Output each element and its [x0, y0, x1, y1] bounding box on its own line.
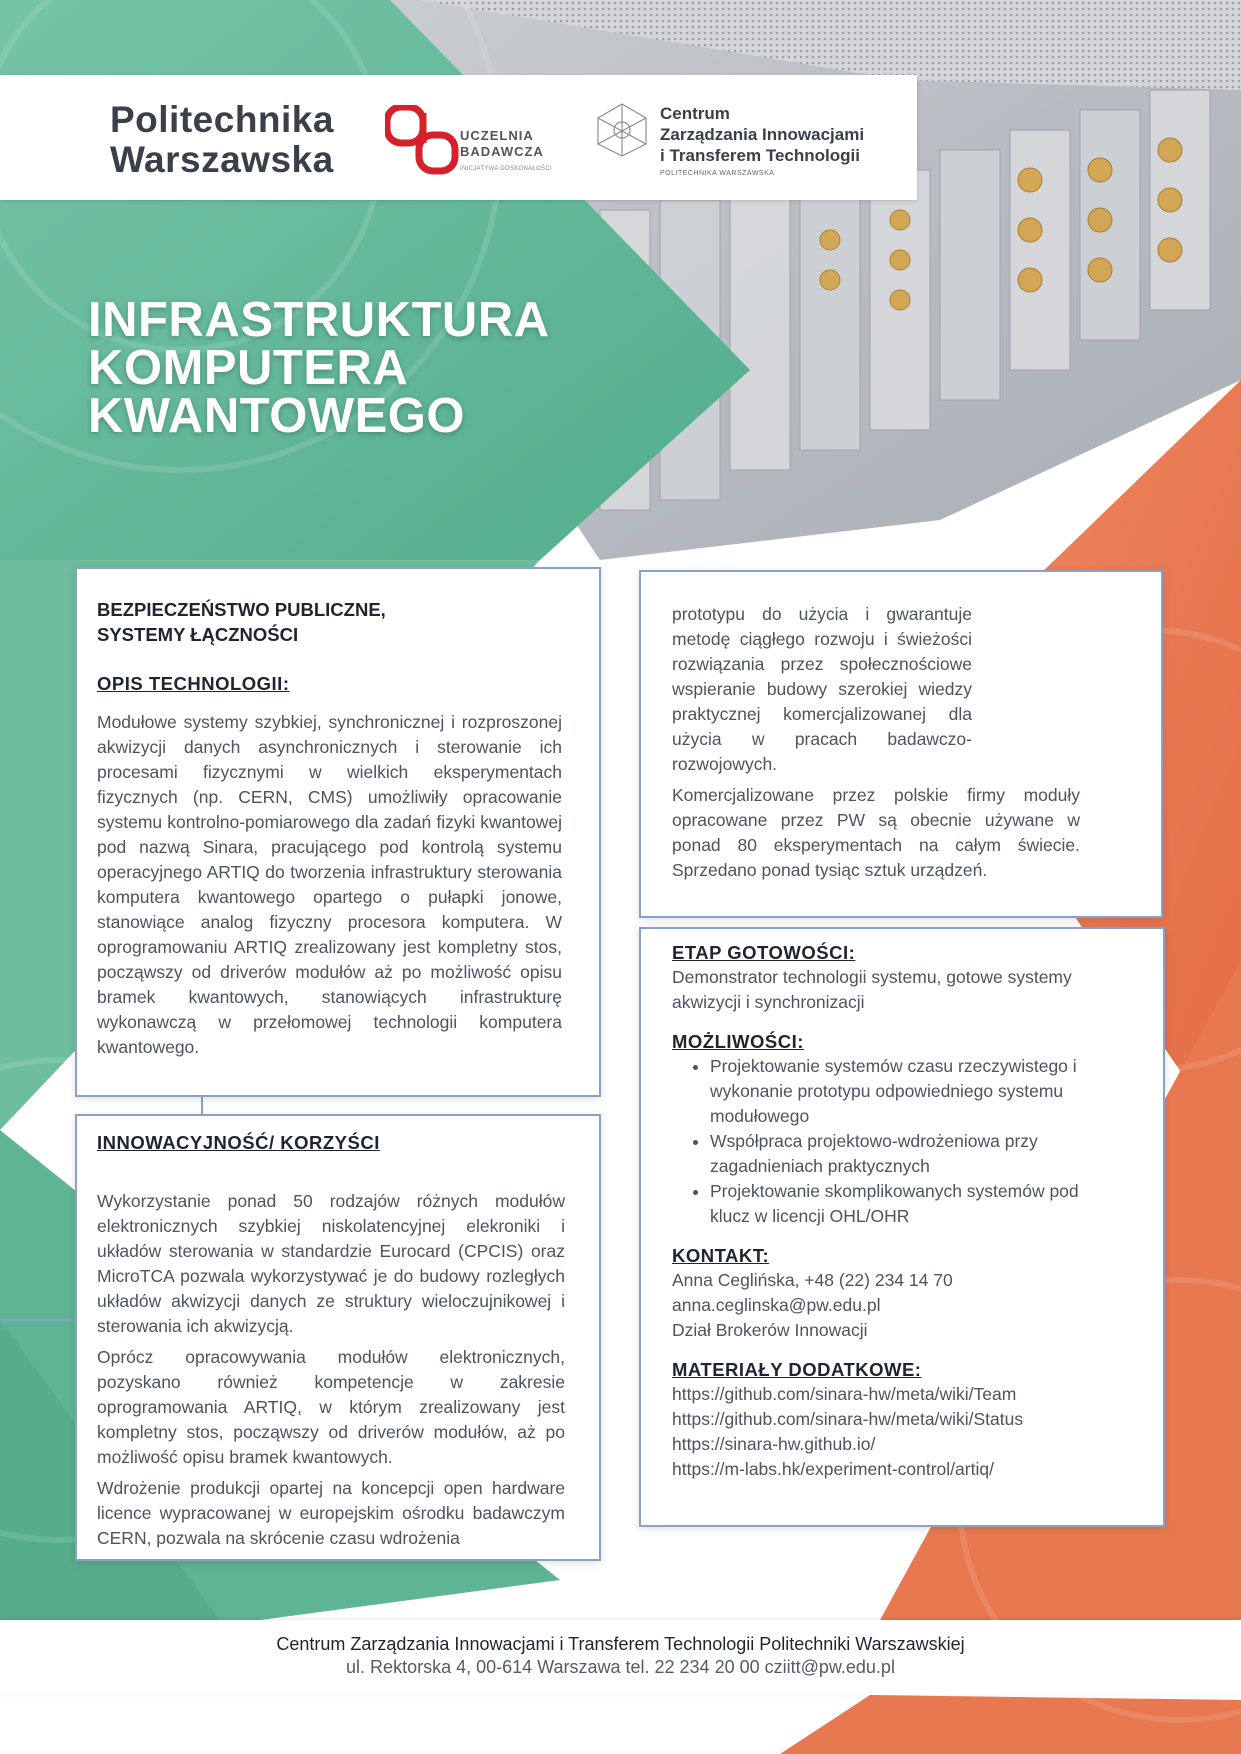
description-text: Modułowe systemy szybkiej, synchronicznej i rozproszonej akwizycji danych asynchronicznych i sterowanie ich procesami fizycznymi w wielkich eksperymentach fizycznych (np. CERN, CMS) umożliwiły opracowanie systemu kontrolno-pomiarowego dla zadań fizyki kwantowej pod nazwą Sinara, pracującego pod kontrolą systemu operacyjnego ARTIQ do tworzenia infrastruktury sterowania komputera kwantowego opartego o pułapki jonowe, stanowiące analog fizyczny procesora komputera. W oprogramowaniu ARTIQ zrealizowany jest kompletny stos, począwszy od driverów modułów aż po możliwość opisu bramek kwantowych, stanowiących infrastrukturę wykonawczą w przełomowej technologii komputera kwantowego.: [97, 712, 562, 1057]
footer-organization: Centrum Zarządzania Innowacjami i Transferem Technologii Politechniki Warszawskiej: [276, 1634, 965, 1654]
centrum-logo-text: [660, 103, 864, 166]
innovation-continued-content: [672, 602, 1082, 883]
logo-ub-subtitle: INICJATYWA DOSKONAŁOŚCI: [460, 166, 552, 172]
logo-cz-line: Centrum: [660, 104, 730, 123]
stage-text: Demonstrator technologii systemu, gotowe systemy akwizycji i synchronizacji: [672, 967, 1072, 1012]
category-line: SYSTEMY ŁĄCZNOŚCI: [97, 624, 299, 645]
continued-paragraph: Komercjalizowane przez polskie firmy moduły opracowane przez PW są obecnie używane w ponad 80 eksperymentach na całym świecie. Sprzedano ponad tysiąc sztuk urządzeń.: [672, 785, 1080, 880]
material-link[interactable]: https://sinara-hw.github.io/: [672, 1434, 876, 1454]
description-heading: OPIS TECHNOLOGII:: [97, 673, 290, 694]
material-link[interactable]: https://github.com/sinara-hw/meta/wiki/Team: [672, 1384, 1017, 1404]
logo-ub-line: BADAWCZA: [460, 144, 544, 159]
contact-line: Anna Ceglińska, +48 (22) 234 14 70: [672, 1270, 953, 1290]
uczelnia-badawcza-text: [460, 128, 544, 160]
readiness-content: [672, 940, 1112, 1482]
logo-cz-line: i Transferem Technologii: [660, 146, 860, 165]
innovation-paragraph: Wykorzystanie ponad 50 rodzajów różnych modułów elektronicznych szybkiej niskolatencyjnej elekroniki i układów sterowania w standardzie Eurocard (CPCIS) oraz MicroTCA pozwala wykorzystywać je do budowy rozległych układów akwizycji danych ze struktury wieloczujnikowej i sterowania ich akwizycją.: [97, 1191, 565, 1336]
opportunities-heading: MOŻLIWOŚCI:: [672, 1031, 804, 1052]
innovation-benefits-content: [97, 1130, 565, 1557]
list-item: • Współpraca projektowo-wdrożeniowa przy zagadnieniach praktycznych: [710, 1129, 1112, 1179]
opportunities-list: [672, 1054, 1112, 1229]
footer-address: ul. Rektorska 4, 00-614 Warszawa tel. 22 234 20 00 cziitt@pw.edu.pl: [346, 1657, 895, 1677]
list-item: • Projektowanie skomplikowanych systemów pod klucz w licencji OHL/OHR: [710, 1179, 1112, 1229]
list-item: • Projektowanie systemów czasu rzeczywistego i wykonanie prototypu odpowiedniego systemu modułowego: [710, 1054, 1112, 1129]
title-line: KOMPUTERA: [88, 341, 409, 395]
logo-pw-line: Warszawska: [110, 139, 334, 180]
contact-heading: KONTAKT:: [672, 1245, 770, 1266]
footer: [0, 1620, 1241, 1695]
material-link[interactable]: https://m-labs.hk/experiment-control/artiq/: [672, 1459, 994, 1479]
innovation-paragraph: Oprócz opracowywania modułów elektronicznych, pozyskano również kompetencje w zakresie oprogramowania ARTIQ, w którym zrealizowany jest kompletny stos, począwszy od driverów modułów, aż po możliwość opisu bramek kwantowych.: [97, 1347, 565, 1467]
logo-pw-line: Politechnika: [110, 99, 334, 140]
stage-heading: ETAP GOTOWOŚCI:: [672, 942, 856, 963]
innovation-paragraph: Wdrożenie produkcji opartej na koncepcji open hardware licence wypracowanej w europejskim ośrodku badawczym CERN, pozwala na skrócenie czasu wdrożenia: [97, 1478, 565, 1548]
contact-line: Dział Brokerów Innowacji: [672, 1320, 868, 1340]
material-link[interactable]: https://github.com/sinara-hw/meta/wiki/Status: [672, 1409, 1024, 1429]
title-line: KWANTOWEGO: [88, 389, 466, 443]
logo-ub-line: UCZELNIA: [460, 128, 534, 143]
materials-heading: MATERIAŁY DODATKOWE:: [672, 1359, 922, 1380]
title-line: INFRASTRUKTURA: [88, 293, 550, 347]
category-line: BEZPIECZEŃSTWO PUBLICZNE,: [97, 599, 386, 620]
centrum-network-logo-icon: [592, 100, 652, 160]
innovation-text: [97, 1189, 565, 1551]
politechnika-warszawska-logo: [110, 100, 340, 180]
innovation-heading: INNOWACYJNOŚĆ/ KORZYŚCI: [97, 1132, 380, 1153]
category-heading: [97, 597, 562, 647]
logo-cz-subtitle: POLITECHNIKA WARSZAWSKA: [660, 170, 775, 177]
technology-description-content: [97, 597, 562, 1060]
continued-paragraph: prototypu do użycia i gwarantuje metodę ciągłego rozwoju i świeżości rozwiązania przez społecznościowe wspieranie budowy szerokiej wiedzy praktycznej komercjalizowanej dla użycia w pracach badawczo-rozwojowych.: [672, 604, 972, 774]
contact-email-link[interactable]: anna.ceglinska@pw.edu.pl: [672, 1295, 881, 1315]
page-title: [88, 293, 550, 443]
logo-cz-line: Zarządzania Innowacjami: [660, 125, 865, 144]
